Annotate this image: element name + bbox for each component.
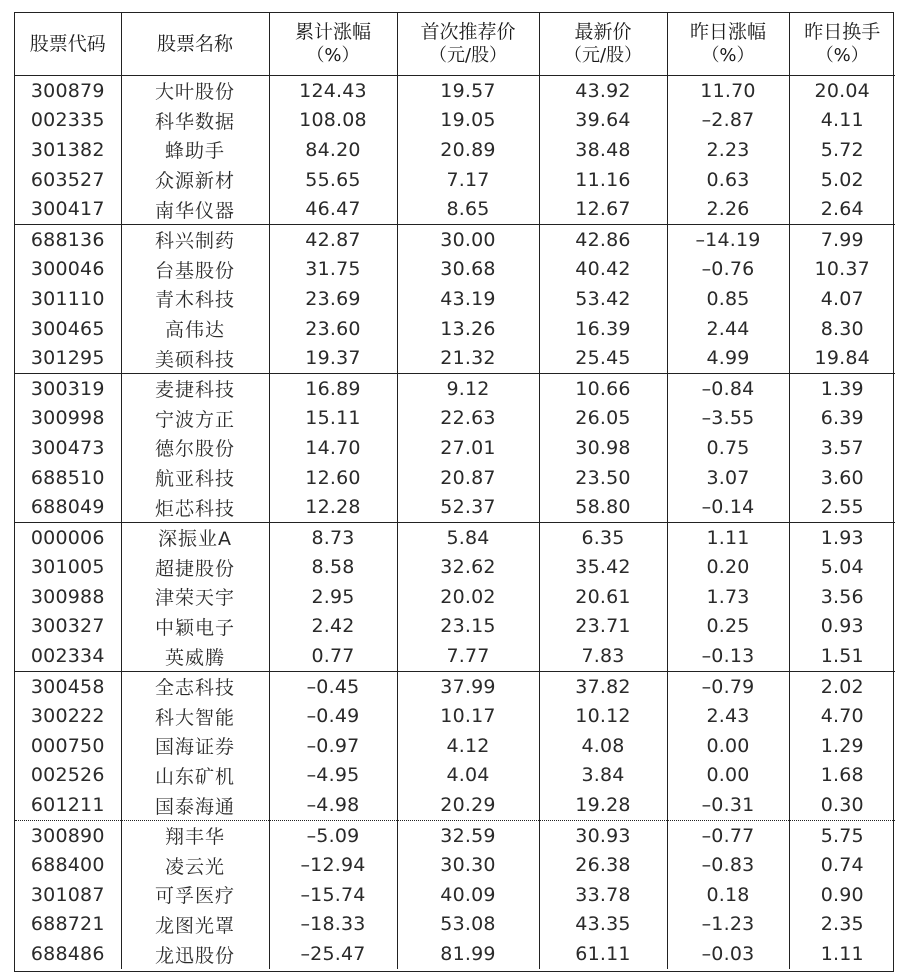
yesterday-change-cell: –0.76 (667, 255, 789, 285)
stock-name-cell: 中颖电子 (121, 612, 269, 642)
stock-name-cell: 英威腾 (121, 641, 269, 671)
table-row (15, 135, 895, 165)
header-title: 股票名称 (156, 33, 233, 55)
latest-price-cell: 26.38 (539, 850, 667, 880)
stock-code-cell: 301005 (15, 553, 121, 583)
cumulative-gain-cell: –18.33 (269, 910, 397, 940)
stock-code-cell: 002526 (15, 761, 121, 791)
table-row (15, 731, 895, 761)
cumulative-gain-cell: 12.60 (269, 463, 397, 493)
first-recommend-price-cell: 22.63 (397, 404, 539, 434)
table-row (15, 165, 895, 195)
cumulative-gain-cell: 2.42 (269, 612, 397, 642)
table-body (15, 76, 895, 969)
stock-name-cell: 台基股份 (121, 255, 269, 285)
stock-name-cell: 可孚医疗 (121, 880, 269, 910)
stock-recommendation-table-frame (14, 12, 894, 972)
cumulative-gain-cell: 84.20 (269, 135, 397, 165)
cumulative-gain-cell: –0.49 (269, 701, 397, 731)
stock-code-cell: 688721 (15, 910, 121, 940)
first-recommend-price-cell: 8.65 (397, 194, 539, 224)
yesterday-turnover-cell: 1.11 (820, 943, 864, 966)
table-row (15, 373, 895, 403)
latest-price-cell: 58.80 (539, 492, 667, 522)
yesterday-turnover-cell: 1.29 (820, 734, 864, 757)
table-row (15, 820, 895, 850)
stock-name-cell: 全志科技 (121, 671, 269, 701)
cumulative-gain-cell: 8.58 (269, 553, 397, 583)
stock-code-cell: 688049 (15, 492, 121, 522)
first-recommend-price-cell: 53.08 (397, 910, 539, 940)
yesterday-change-cell: –0.84 (667, 373, 789, 403)
latest-price-cell: 3.84 (539, 761, 667, 791)
yesterday-turnover-cell: 0.93 (820, 615, 864, 638)
yesterday-change-cell: –0.13 (667, 641, 789, 671)
table-row (15, 194, 895, 224)
first-recommend-price-cell: 20.02 (397, 582, 539, 612)
latest-price-cell: 20.61 (539, 582, 667, 612)
stock-name-cell: 大叶股份 (121, 76, 269, 106)
latest-price-cell: 38.48 (539, 135, 667, 165)
stock-name-cell: 超捷股份 (121, 553, 269, 583)
yesterday-change-cell: 0.00 (667, 761, 789, 791)
first-recommend-price-cell: 4.12 (397, 731, 539, 761)
yesterday-change-cell: 2.43 (667, 701, 789, 731)
first-recommend-price-cell: 10.17 (397, 701, 539, 731)
stock-name-cell: 山东矿机 (121, 761, 269, 791)
first-recommend-price-cell: 81.99 (397, 939, 539, 969)
first-recommend-price-cell: 20.89 (397, 135, 539, 165)
latest-price-cell: 12.67 (539, 194, 667, 224)
yesterday-change-cell: 2.23 (667, 135, 789, 165)
table-row (15, 433, 895, 463)
header-title: 最新价 (574, 21, 632, 43)
table-row (15, 76, 895, 106)
header-row (15, 13, 895, 76)
cumulative-gain-cell: –15.74 (269, 880, 397, 910)
stock-code-cell: 000750 (15, 731, 121, 761)
stock-name-cell: 宁波方正 (121, 404, 269, 434)
yesterday-turnover-cell: 5.02 (820, 168, 864, 191)
yesterday-change-cell: 2.26 (667, 194, 789, 224)
latest-price-cell: 39.64 (539, 106, 667, 136)
latest-price-cell: 4.08 (539, 731, 667, 761)
first-recommend-price-cell: 9.12 (397, 373, 539, 403)
stock-code-cell: 301110 (15, 284, 121, 314)
cumulative-gain-cell: 55.65 (269, 165, 397, 195)
table-row (15, 880, 895, 910)
stock-name-cell: 翔丰华 (121, 820, 269, 850)
table-row (15, 343, 895, 373)
yesterday-change-cell: 0.20 (667, 553, 789, 583)
yesterday-change-cell: –0.79 (667, 671, 789, 701)
first-recommend-price-cell: 4.04 (397, 761, 539, 791)
stock-code-cell: 300222 (15, 701, 121, 731)
cumulative-gain-cell: 8.73 (269, 522, 397, 552)
cumulative-gain-cell: –0.97 (269, 731, 397, 761)
yesterday-change-cell: –14.19 (667, 224, 789, 254)
yesterday-turnover-cell: 0.90 (820, 883, 864, 906)
stock-name-cell: 科兴制药 (121, 224, 269, 254)
latest-price-cell: 16.39 (539, 314, 667, 344)
yesterday-change-cell: 0.18 (667, 880, 789, 910)
header-yesterday-turnover (789, 13, 895, 76)
yesterday-turnover-cell: 10.37 (814, 258, 870, 281)
first-recommend-price-cell: 30.00 (397, 224, 539, 254)
first-recommend-price-cell: 23.15 (397, 612, 539, 642)
yesterday-turnover-cell: 4.11 (820, 109, 864, 132)
latest-price-cell: 37.82 (539, 671, 667, 701)
header-title: 昨日涨幅 (689, 21, 766, 43)
stock-code-cell: 002335 (15, 106, 121, 136)
yesterday-turnover-cell: 7.99 (820, 228, 864, 251)
stock-code-cell: 300988 (15, 582, 121, 612)
first-recommend-price-cell: 30.68 (397, 255, 539, 285)
cumulative-gain-cell: 12.28 (269, 492, 397, 522)
header-title: 累计涨幅 (294, 21, 371, 43)
yesterday-turnover-cell: 8.30 (820, 317, 864, 340)
cumulative-gain-cell: 14.70 (269, 433, 397, 463)
yesterday-change-cell: 11.70 (667, 76, 789, 106)
latest-price-cell: 10.66 (539, 373, 667, 403)
stock-code-cell: 301382 (15, 135, 121, 165)
stock-name-cell: 深振业A (121, 522, 269, 552)
yesterday-turnover-cell: 2.02 (820, 675, 864, 698)
table-row (15, 671, 895, 701)
header-stock-code (15, 13, 121, 76)
yesterday-change-cell: 0.75 (667, 433, 789, 463)
first-recommend-price-cell: 19.57 (397, 76, 539, 106)
yesterday-turnover-cell: 2.35 (820, 913, 864, 936)
stock-code-cell: 301087 (15, 880, 121, 910)
first-recommend-price-cell: 52.37 (397, 492, 539, 522)
cumulative-gain-cell: 16.89 (269, 373, 397, 403)
cumulative-gain-cell: –12.94 (269, 850, 397, 880)
table-row (15, 106, 895, 136)
latest-price-cell: 11.16 (539, 165, 667, 195)
cumulative-gain-cell: 31.75 (269, 255, 397, 285)
table-header (15, 13, 895, 76)
table-row (15, 850, 895, 880)
latest-price-cell: 23.71 (539, 612, 667, 642)
cumulative-gain-cell: –0.45 (269, 671, 397, 701)
latest-price-cell: 30.98 (539, 433, 667, 463)
latest-price-cell: 43.35 (539, 910, 667, 940)
latest-price-cell: 7.83 (539, 641, 667, 671)
cumulative-gain-cell: 19.37 (269, 343, 397, 373)
yesterday-change-cell: 3.07 (667, 463, 789, 493)
yesterday-change-cell: 2.44 (667, 314, 789, 344)
latest-price-cell: 43.92 (539, 76, 667, 106)
stock-code-cell: 300458 (15, 671, 121, 701)
yesterday-turnover-cell: 19.84 (789, 343, 895, 373)
yesterday-change-cell: 0.63 (667, 165, 789, 195)
stock-name-cell: 德尔股份 (121, 433, 269, 463)
first-recommend-price-cell: 7.77 (397, 641, 539, 671)
latest-price-cell: 26.05 (539, 404, 667, 434)
cumulative-gain-cell: 42.87 (269, 224, 397, 254)
cumulative-gain-cell: –4.98 (269, 790, 397, 820)
latest-price-cell: 10.12 (539, 701, 667, 731)
stock-name-cell: 科华数据 (121, 106, 269, 136)
table-row (15, 224, 895, 254)
stock-code-cell: 601211 (15, 790, 121, 820)
table-row (15, 582, 895, 612)
table-row (15, 284, 895, 314)
first-recommend-price-cell: 27.01 (397, 433, 539, 463)
yesterday-turnover-cell: 1.39 (820, 377, 864, 400)
first-recommend-price-cell: 37.99 (397, 671, 539, 701)
cumulative-gain-cell: 15.11 (269, 404, 397, 434)
stock-code-cell: 688400 (15, 850, 121, 880)
stock-name-cell: 众源新材 (121, 165, 269, 195)
yesterday-change-cell: –0.03 (667, 939, 789, 969)
table-row (15, 404, 895, 434)
latest-price-cell: 53.42 (539, 284, 667, 314)
first-recommend-price-cell: 32.62 (397, 553, 539, 583)
first-recommend-price-cell: 43.19 (397, 284, 539, 314)
yesterday-change-cell: –0.14 (667, 492, 789, 522)
stock-name-cell: 美硕科技 (121, 343, 269, 373)
stock-code-cell: 688510 (15, 463, 121, 493)
yesterday-turnover-cell: 2.55 (789, 492, 895, 522)
stock-code-cell: 300327 (15, 612, 121, 642)
header-cumulative-gain (269, 13, 397, 76)
stock-name-cell: 炬芯科技 (121, 492, 269, 522)
first-recommend-price-cell: 13.26 (397, 314, 539, 344)
yesterday-change-cell: 0.25 (667, 612, 789, 642)
table-row (15, 463, 895, 493)
header-first-recommend-price (397, 13, 539, 76)
stock-code-cell: 688136 (15, 224, 121, 254)
table-row (15, 553, 895, 583)
header-stock-name (121, 13, 269, 76)
yesterday-change-cell: –0.77 (667, 820, 789, 850)
header-latest-price (539, 13, 667, 76)
yesterday-turnover-cell: 3.57 (820, 436, 864, 459)
table-row (15, 761, 895, 791)
table-row (15, 939, 895, 969)
stock-name-cell: 科大智能 (121, 701, 269, 731)
cumulative-gain-cell: 124.43 (269, 76, 397, 106)
stock-name-cell: 航亚科技 (121, 463, 269, 493)
latest-price-cell: 42.86 (539, 224, 667, 254)
yesterday-change-cell: 1.73 (667, 582, 789, 612)
header-yesterday-change (667, 13, 789, 76)
latest-price-cell: 40.42 (539, 255, 667, 285)
yesterday-turnover-cell: 5.04 (820, 556, 864, 579)
first-recommend-price-cell: 32.59 (397, 820, 539, 850)
yesterday-turnover-cell: 1.68 (820, 764, 864, 787)
cumulative-gain-cell: 23.69 (269, 284, 397, 314)
yesterday-turnover-cell: 0.74 (820, 854, 864, 877)
header-unit: （元/股） (428, 45, 508, 66)
first-recommend-price-cell: 5.84 (397, 522, 539, 552)
stock-code-cell: 300890 (15, 820, 121, 850)
stock-code-cell: 300465 (15, 314, 121, 344)
yesterday-turnover-cell: 0.30 (789, 790, 895, 820)
stock-code-cell: 603527 (15, 165, 121, 195)
stock-code-cell: 300319 (15, 373, 121, 403)
stock-code-cell: 300417 (15, 194, 121, 224)
yesterday-turnover-cell: 20.04 (814, 79, 870, 102)
yesterday-turnover-cell: 1.51 (789, 641, 895, 671)
header-title: 股票代码 (29, 33, 106, 55)
table-row (15, 910, 895, 940)
yesterday-turnover-cell: 5.75 (820, 824, 864, 847)
latest-price-cell: 30.93 (539, 820, 667, 850)
stock-name-cell: 高伟达 (121, 314, 269, 344)
table-row (15, 492, 895, 522)
stock-name-cell: 国泰海通 (121, 790, 269, 820)
table-row (15, 701, 895, 731)
stock-code-cell: 688486 (15, 939, 121, 969)
yesterday-turnover-cell: 4.07 (820, 287, 864, 310)
stock-name-cell: 龙图光罩 (121, 910, 269, 940)
stock-code-cell: 300473 (15, 433, 121, 463)
stock-code-cell: 002334 (15, 641, 121, 671)
latest-price-cell: 61.11 (539, 939, 667, 969)
table-row (15, 314, 895, 344)
header-unit: （元/股） (563, 45, 643, 66)
stock-name-cell: 津荣天宇 (121, 582, 269, 612)
latest-price-cell: 33.78 (539, 880, 667, 910)
yesterday-turnover-cell: 1.93 (820, 526, 864, 549)
yesterday-turnover-cell: 4.70 (820, 705, 864, 728)
cumulative-gain-cell: –25.47 (269, 939, 397, 969)
first-recommend-price-cell: 21.32 (397, 343, 539, 373)
cumulative-gain-cell: 46.47 (269, 194, 397, 224)
first-recommend-price-cell: 40.09 (397, 880, 539, 910)
stock-name-cell: 南华仪器 (121, 194, 269, 224)
stock-code-cell: 300879 (15, 76, 121, 106)
latest-price-cell: 23.50 (539, 463, 667, 493)
latest-price-cell: 6.35 (539, 522, 667, 552)
yesterday-change-cell: 4.99 (667, 343, 789, 373)
table-row (15, 255, 895, 285)
yesterday-change-cell: –0.31 (667, 790, 789, 820)
header-unit: （%） (306, 45, 360, 66)
stock-code-cell: 000006 (15, 522, 121, 552)
latest-price-cell: 35.42 (539, 553, 667, 583)
yesterday-change-cell: –3.55 (667, 404, 789, 434)
yesterday-turnover-cell: 3.56 (820, 585, 864, 608)
stock-table (15, 13, 895, 969)
yesterday-turnover-cell: 3.60 (820, 466, 864, 489)
first-recommend-price-cell: 20.87 (397, 463, 539, 493)
yesterday-turnover-cell: 5.72 (820, 138, 864, 161)
yesterday-change-cell: –1.23 (667, 910, 789, 940)
table-row (15, 522, 895, 552)
cumulative-gain-cell: –4.95 (269, 761, 397, 791)
latest-price-cell: 25.45 (539, 343, 667, 373)
first-recommend-price-cell: 19.05 (397, 106, 539, 136)
cumulative-gain-cell: 23.60 (269, 314, 397, 344)
header-title: 昨日换手 (804, 21, 881, 43)
cumulative-gain-cell: 0.77 (269, 641, 397, 671)
cumulative-gain-cell: 108.08 (269, 106, 397, 136)
table-row (15, 641, 895, 671)
yesterday-change-cell: –0.83 (667, 850, 789, 880)
stock-name-cell: 麦捷科技 (121, 373, 269, 403)
header-unit: （%） (815, 45, 869, 66)
first-recommend-price-cell: 7.17 (397, 165, 539, 195)
yesterday-change-cell: 1.11 (667, 522, 789, 552)
stock-code-cell: 300998 (15, 404, 121, 434)
table-row (15, 612, 895, 642)
stock-name-cell: 蜂助手 (121, 135, 269, 165)
yesterday-change-cell: 0.85 (667, 284, 789, 314)
stock-name-cell: 龙迅股份 (121, 939, 269, 969)
stock-name-cell: 凌云光 (121, 850, 269, 880)
yesterday-turnover-cell: 2.64 (789, 194, 895, 224)
stock-code-cell: 300046 (15, 255, 121, 285)
first-recommend-price-cell: 20.29 (397, 790, 539, 820)
stock-name-cell: 青木科技 (121, 284, 269, 314)
cumulative-gain-cell: 2.95 (269, 582, 397, 612)
yesterday-change-cell: –2.87 (667, 106, 789, 136)
first-recommend-price-cell: 30.30 (397, 850, 539, 880)
yesterday-change-cell: 0.00 (667, 731, 789, 761)
header-title: 首次推荐价 (420, 21, 516, 43)
cumulative-gain-cell: –5.09 (269, 820, 397, 850)
table-row (15, 790, 895, 820)
stock-code-cell: 301295 (15, 343, 121, 373)
latest-price-cell: 19.28 (539, 790, 667, 820)
header-unit: （%） (701, 45, 755, 66)
stock-name-cell: 国海证券 (121, 731, 269, 761)
yesterday-turnover-cell: 6.39 (820, 407, 864, 430)
